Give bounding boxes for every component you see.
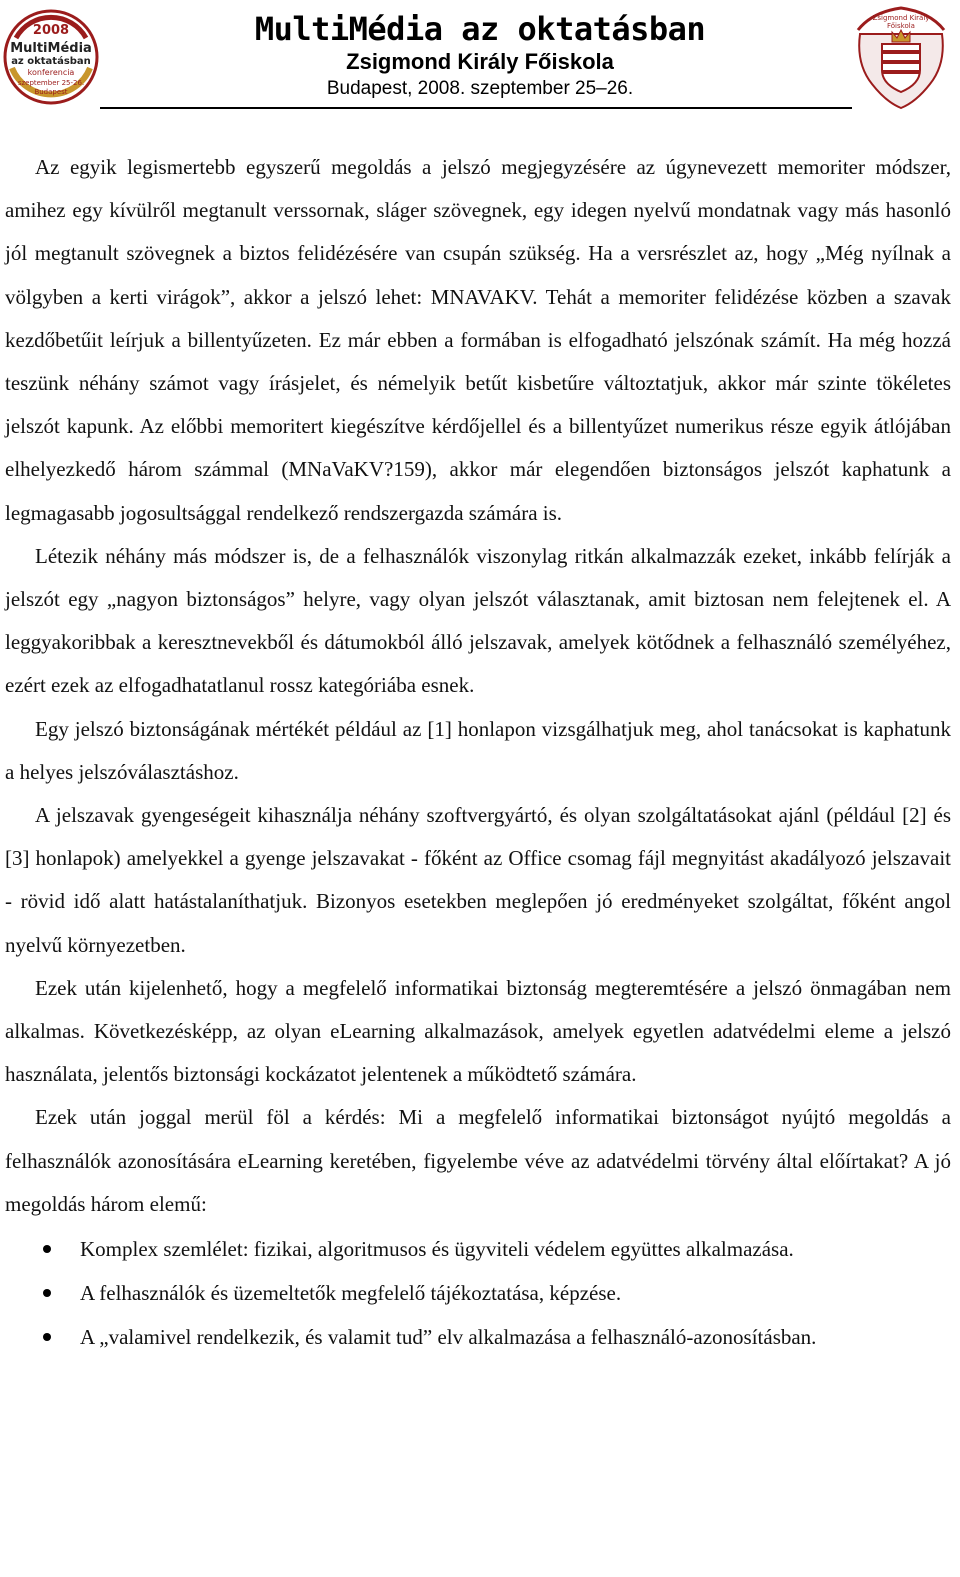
paragraph: A jelszavak gyengeségeit kihasználja néhány szoftvergyártó, és olyan szolgáltatásokat ajánl (például [2] és [3] honlapok) amelyekkel a gyenge jelszavakat - főként az Office csomag fájl megnyitást akadályozó jelszavait - rövid idő alatt hatástalaníthatjuk. Bizonyos esetekben meglepően jó eredményeket szolgáltat, főként angol nyelvű környezetben.	[5, 803, 951, 957]
header-title: MultiMédia az oktatásban	[254, 10, 706, 48]
conference-logo	[2, 8, 100, 106]
list-item	[5, 1315, 951, 1359]
document-body	[5, 146, 951, 1359]
list-item-text: Komplex szemlélet: fizikai, algoritmusos és ügyviteli védelem együttes alkalmazása.	[80, 1237, 794, 1262]
page-header	[0, 0, 960, 114]
paragraph: Létezik néhány más módszer is, de a felhasználók viszonylag ritkán alkalmazzák ezeket, inkább felírják a jelszót egy „nagyon biztonságos” helyre, vagy olyan jelszót választanak, amit biztosan nem felejtenek el. A leggyakoribbak a keresztnevekből és dátumokból álló jelszavak, amelyek kötődnek a felhasználó személyéhez, ezért ezek az elfogadhatatlanul rossz kategóriába esnek.	[5, 543, 951, 698]
logo-brand: MultiMédia	[10, 41, 92, 56]
paragraph: Ezek után kijelenhető, hogy a megfelelő informatikai biztonság megteremtésére a jelszó önmagában nem alkalmas. Következésképp, az olyan eLearning alkalmazások, amelyek egyetlen adatvédelmi eleme a jelszó használata, jelentős biztonsági kockázatot jelentenek a működtető számára.	[5, 975, 951, 1087]
logo-line4: Budapest	[34, 88, 68, 96]
paragraph: Egy jelszó biztonságának mértékét például az [1] honlapon vizsgálhatjuk meg, ahol tanácsokat is kaphatunk a helyes jelszóválasztáshoz.	[5, 716, 951, 784]
list-item	[5, 1271, 951, 1315]
list-item-text: A felhasználók és üzemeltetők megfelelő tájékoztatása, képzése.	[80, 1281, 622, 1306]
bullet-icon	[43, 1245, 51, 1253]
header-divider	[100, 107, 852, 109]
bullet-icon	[43, 1289, 51, 1297]
header-text-block	[150, 10, 810, 102]
paragraph: Az egyik legismertebb egyszerű megoldás a jelszó megjegyzésére az úgynevezett memoriter módszer, amihez egy kívülről megtanult verssornak, sláger szövegnek, egy idegen nyelvű mondatnak vagy más hasonló jól megtanult szövegnek a biztos felidézésére van csupán szükség. Ha a versrészlet az, hogy „Még nyílnak a völgyben a kerti virágok”, akkor a jelszó lehet: MNAVAKV. Tehát a memoriter felidézése közben a szavak kezdőbetűit leírjuk a billentyűzeten. Ez már ebben a formában is elfogadható jelszónak számít. Ha még hozzá teszünk néhány számot vagy írásjelet, és némelyik betűt kisbetűre változtatjuk, akkor már szinte tökéletes jelszót kapunk. Az előbbi memoritert kiegészítve kérdőjellel és a billentyűzet numerikus része egyik átlójában elhelyezkedő három számmal (MNaVaKV?159), akkor már elegendően biztonságos jelszót kaphatunk a legmagasabb jogosultsággal rendelkező rendszergazda számára is.	[5, 155, 951, 525]
logo-line3: szeptember 25-26.	[17, 79, 85, 87]
logo-year: 2008	[32, 23, 70, 38]
logo-line2: konferencia	[27, 68, 75, 77]
college-crest-logo	[852, 4, 950, 110]
crest-line2: Főiskola	[887, 22, 915, 30]
bullet-list	[5, 1227, 951, 1359]
bullet-icon	[43, 1333, 51, 1341]
logo-line1: az oktatásban	[11, 56, 91, 67]
paragraph: Ezek után joggal merül föl a kérdés: Mi a megfelelő informatikai biztonságot nyújtó megoldás a felhasználók azonosítására eLearning keretében, figyelembe véve az adatvédelmi törvény által előírtakat? A jó megoldás három elemű:	[5, 1105, 951, 1216]
list-item-text: A „valamivel rendelkezik, és valamit tud” elv alkalmazása a felhasználó-azonosításban.	[80, 1325, 817, 1350]
header-location-date: Budapest, 2008. szeptember 25–26.	[326, 78, 634, 99]
header-institution: Zsigmond Király Főiskola	[346, 49, 614, 74]
list-item	[5, 1227, 951, 1271]
crest-line1: Zsigmond Király	[872, 14, 930, 22]
